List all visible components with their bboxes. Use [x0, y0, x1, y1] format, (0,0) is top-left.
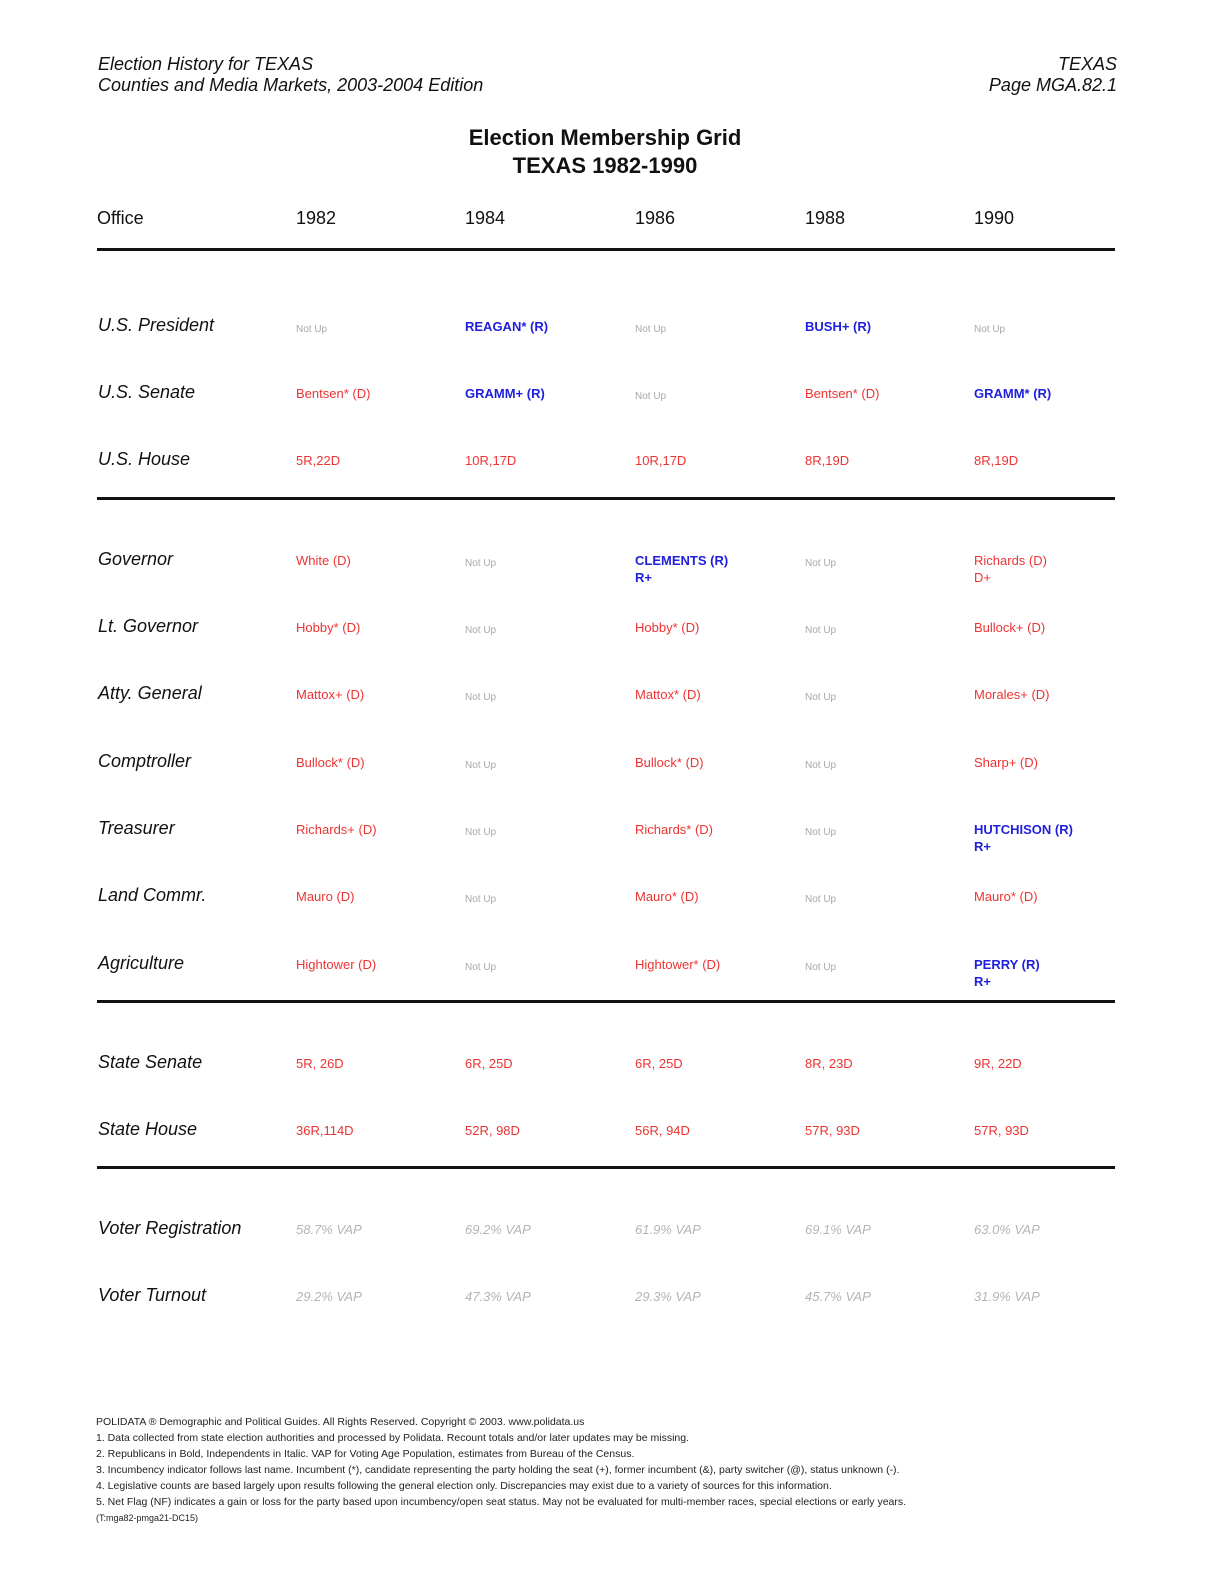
cell-1982 — [296, 321, 327, 338]
cell-1988 — [805, 959, 836, 976]
cell-result: Mattox+ (D) — [296, 687, 365, 702]
cell-result: 58.7% VAP — [296, 1222, 362, 1237]
column-header-1986: 1986 — [635, 208, 676, 228]
header-state: TEXAS — [1057, 54, 1117, 74]
office-label: Agriculture — [98, 953, 185, 973]
page-title-line1: Election Membership Grid — [468, 125, 742, 150]
section-divider-legislature — [97, 1166, 1115, 1169]
cell-1990 — [974, 754, 1038, 771]
cell-1986 — [635, 1122, 690, 1139]
cell-result: Not Up — [805, 894, 837, 905]
footer-copyright: POLIDATA ® Demographic and Political Guides. All Rights Reserved. Copyright © 2003. www.polidata.us — [96, 1416, 585, 1428]
cell-1990 — [974, 619, 1045, 636]
cell-1984 — [465, 891, 496, 908]
cell-1990 — [974, 888, 1038, 905]
cell-result: Not Up — [465, 962, 497, 973]
cell-1982 — [296, 1288, 362, 1305]
cell-1986 — [635, 619, 699, 636]
cell-result: 69.1% VAP — [805, 1222, 871, 1237]
cell-result: PERRY (R) — [974, 957, 1040, 972]
cell-1990 — [974, 1221, 1040, 1238]
cell-result: 10R,17D — [635, 453, 687, 468]
office-label: U.S. Senate — [98, 382, 196, 402]
office-label: Governor — [98, 549, 174, 569]
cell-1982 — [296, 1055, 344, 1072]
cell-1982 — [296, 619, 360, 636]
cell-1990 — [974, 321, 1005, 338]
cell-1986 — [635, 1288, 701, 1305]
cell-result: Richards* (D) — [635, 822, 714, 837]
cell-result: Richards+ (D) — [296, 822, 377, 837]
cell-result: Not Up — [805, 760, 837, 771]
cell-result: Not Up — [805, 625, 837, 636]
cell-result: Mauro* (D) — [974, 889, 1038, 904]
header-title: Election History for TEXAS — [98, 54, 314, 74]
cell-result: White (D) — [296, 553, 351, 568]
cell-party-flag: R+ — [635, 570, 652, 585]
cell-result: 69.2% VAP — [465, 1222, 531, 1237]
cell-result: 61.9% VAP — [635, 1222, 701, 1237]
cell-result: 57R, 93D — [805, 1123, 860, 1138]
cell-1984 — [465, 452, 516, 469]
cell-1984 — [465, 385, 545, 402]
cell-1990 — [974, 452, 1018, 469]
cell-result: 45.7% VAP — [805, 1289, 871, 1304]
cell-result: CLEMENTS (R) — [635, 553, 729, 568]
cell-result: Not Up — [805, 558, 837, 569]
cell-1986 — [635, 686, 701, 703]
cell-result: 52R, 98D — [465, 1123, 520, 1138]
office-label: Voter Registration — [98, 1218, 242, 1238]
cell-result: 6R, 25D — [635, 1056, 683, 1071]
cell-result: Mattox* (D) — [635, 687, 701, 702]
office-label: Atty. General — [98, 683, 202, 703]
cell-1982 — [296, 888, 355, 905]
cell-result: 29.2% VAP — [296, 1289, 362, 1304]
cell-result: BUSH+ (R) — [805, 319, 872, 334]
cell-1982 — [296, 754, 365, 771]
section-divider-statewide — [97, 1000, 1115, 1003]
cell-1986 — [635, 1221, 701, 1238]
cell-1986 — [635, 821, 713, 838]
cell-result: 29.3% VAP — [635, 1289, 701, 1304]
cell-result: GRAMM* (R) — [974, 386, 1052, 401]
cell-result: Morales+ (D) — [974, 687, 1050, 702]
cell-1988 — [805, 318, 871, 335]
office-label: Land Commr. — [98, 885, 207, 905]
office-label: Voter Turnout — [98, 1285, 207, 1305]
section-divider-federal — [97, 497, 1115, 500]
footer-note: 4. Legislative counts are based largely upon results following the general election only. Discrepancies may exist due to a variety of sources for this information. — [96, 1480, 832, 1492]
cell-result: Not Up — [465, 827, 497, 838]
cell-1984 — [465, 1055, 513, 1072]
cell-result: Richards (D) — [974, 553, 1047, 568]
cell-result: Not Up — [805, 692, 837, 703]
cell-result: HUTCHISON (R) — [974, 822, 1073, 837]
office-label: Treasurer — [98, 818, 175, 838]
cell-1988 — [805, 1221, 871, 1238]
cell-1990 — [974, 956, 1040, 990]
cell-result: 36R,114D — [296, 1123, 354, 1138]
cell-1982 — [296, 821, 377, 838]
document-header-left — [98, 54, 483, 96]
cell-result: 6R, 25D — [465, 1056, 513, 1071]
cell-result: Bentsen* (D) — [296, 386, 371, 401]
cell-result: GRAMM+ (R) — [465, 386, 545, 401]
cell-1984 — [465, 318, 548, 335]
cell-1990 — [974, 821, 1073, 855]
cell-result: Sharp+ (D) — [974, 755, 1038, 770]
cell-result: Hobby* (D) — [296, 620, 361, 635]
cell-1988 — [805, 555, 836, 572]
cell-1988 — [805, 824, 836, 841]
column-header-1988: 1988 — [805, 208, 846, 228]
footer-notes — [96, 1414, 906, 1526]
cell-1984 — [465, 555, 496, 572]
cell-result: 8R, 23D — [805, 1056, 853, 1071]
cell-1984 — [465, 1221, 531, 1238]
cell-result: Not Up — [465, 558, 497, 569]
footer-note: 2. Republicans in Bold, Independents in Italic. VAP for Voting Age Population, estimates from Bureau of the Census. — [96, 1448, 635, 1460]
cell-1986 — [635, 321, 666, 338]
cell-1984 — [465, 622, 496, 639]
cell-result: Bentsen* (D) — [805, 386, 880, 401]
cell-1986 — [635, 452, 686, 469]
page-title — [0, 124, 1210, 180]
cell-result: 8R,19D — [974, 453, 1019, 468]
cell-1984 — [465, 824, 496, 841]
cell-result: Not Up — [635, 324, 667, 335]
footer-note: 5. Net Flag (NF) indicates a gain or loss for the party based upon incumbency/open seat status. May not be evaluated for multi-member races, special elections or early years. — [96, 1496, 907, 1508]
header-page-number: Page MGA.82.1 — [988, 75, 1117, 95]
cell-1988 — [805, 689, 836, 706]
cell-result: 57R, 93D — [974, 1123, 1029, 1138]
office-label: U.S. House — [98, 449, 191, 469]
document-header-right — [989, 54, 1117, 96]
cell-result: Not Up — [465, 760, 497, 771]
cell-result: 47.3% VAP — [465, 1289, 531, 1304]
cell-result: Not Up — [296, 324, 328, 335]
cell-result: Not Up — [974, 324, 1006, 335]
cell-result: Hobby* (D) — [635, 620, 700, 635]
cell-1986 — [635, 956, 720, 973]
cell-1982 — [296, 385, 370, 402]
column-header-1982: 1982 — [296, 208, 337, 228]
cell-result: Hightower (D) — [296, 957, 377, 972]
cell-1984 — [465, 689, 496, 706]
cell-1988 — [805, 891, 836, 908]
cell-result: Bullock+ (D) — [974, 620, 1046, 635]
office-label: Lt. Governor — [98, 616, 199, 636]
cell-1984 — [465, 1288, 531, 1305]
cell-1984 — [465, 1122, 520, 1139]
cell-1982 — [296, 552, 351, 569]
cell-result: 10R,17D — [465, 453, 517, 468]
cell-1986 — [635, 552, 728, 586]
cell-1988 — [805, 1055, 853, 1072]
cell-result: 5R, 26D — [296, 1056, 344, 1071]
cell-1986 — [635, 388, 666, 405]
cell-1986 — [635, 1055, 683, 1072]
cell-result: 31.9% VAP — [974, 1289, 1040, 1304]
cell-result: 8R,19D — [805, 453, 850, 468]
office-label: U.S. President — [98, 315, 215, 335]
column-header-office: Office — [97, 208, 144, 228]
cell-1982 — [296, 686, 364, 703]
cell-1988 — [805, 385, 879, 402]
cell-result: 56R, 94D — [635, 1123, 690, 1138]
cell-1990 — [974, 1122, 1029, 1139]
cell-1982 — [296, 1122, 354, 1139]
header-subtitle: Counties and Media Markets, 2003-2004 Edition — [98, 75, 484, 95]
cell-1990 — [974, 552, 1047, 586]
cell-1986 — [635, 888, 699, 905]
cell-party-flag: R+ — [974, 839, 991, 854]
cell-result: Mauro* (D) — [635, 889, 699, 904]
cell-1988 — [805, 452, 849, 469]
cell-1982 — [296, 956, 376, 973]
footer-note: 3. Incumbency indicator follows last name. Incumbent (*), candidate representing the party holding the seat (+), former incumbent (&), party switcher (@), status unknown (-). — [96, 1464, 900, 1476]
cell-result: 63.0% VAP — [974, 1222, 1040, 1237]
cell-result: Mauro (D) — [296, 889, 355, 904]
cell-result: Not Up — [805, 962, 837, 973]
cell-result: Not Up — [465, 692, 497, 703]
cell-1990 — [974, 385, 1051, 402]
cell-result: Not Up — [805, 827, 837, 838]
cell-1990 — [974, 686, 1050, 703]
cell-1988 — [805, 1122, 860, 1139]
cell-1990 — [974, 1288, 1040, 1305]
footer-note: 1. Data collected from state election authorities and processed by Polidata. Recount totals and/or later updates may be missing. — [96, 1432, 689, 1444]
cell-result: 5R,22D — [296, 453, 341, 468]
cell-1990 — [974, 1055, 1022, 1072]
footer-file-reference: (T:mga82-pmga21-DC15) — [96, 1513, 199, 1523]
cell-party-flag: D+ — [974, 570, 991, 585]
office-label: State House — [98, 1119, 198, 1139]
cell-1984 — [465, 757, 496, 774]
cell-1982 — [296, 452, 340, 469]
cell-result: Bullock* (D) — [635, 755, 704, 770]
page-title-line2: TEXAS 1982-1990 — [512, 153, 698, 178]
cell-1984 — [465, 959, 496, 976]
cell-result: REAGAN* (R) — [465, 319, 549, 334]
cell-result: Bullock* (D) — [296, 755, 365, 770]
cell-1988 — [805, 757, 836, 774]
cell-result: 9R, 22D — [974, 1056, 1022, 1071]
office-label: State Senate — [98, 1052, 203, 1072]
cell-1988 — [805, 1288, 871, 1305]
office-label: Comptroller — [98, 751, 192, 771]
cell-result: Not Up — [465, 625, 497, 636]
cell-result: Hightower* (D) — [635, 957, 721, 972]
header-divider — [97, 248, 1115, 251]
cell-1988 — [805, 622, 836, 639]
cell-1986 — [635, 754, 704, 771]
column-header-1984: 1984 — [465, 208, 506, 228]
cell-result: Not Up — [635, 391, 667, 402]
column-header-1990: 1990 — [974, 208, 1015, 228]
cell-party-flag: R+ — [974, 974, 991, 989]
cell-1982 — [296, 1221, 362, 1238]
cell-result: Not Up — [465, 894, 497, 905]
